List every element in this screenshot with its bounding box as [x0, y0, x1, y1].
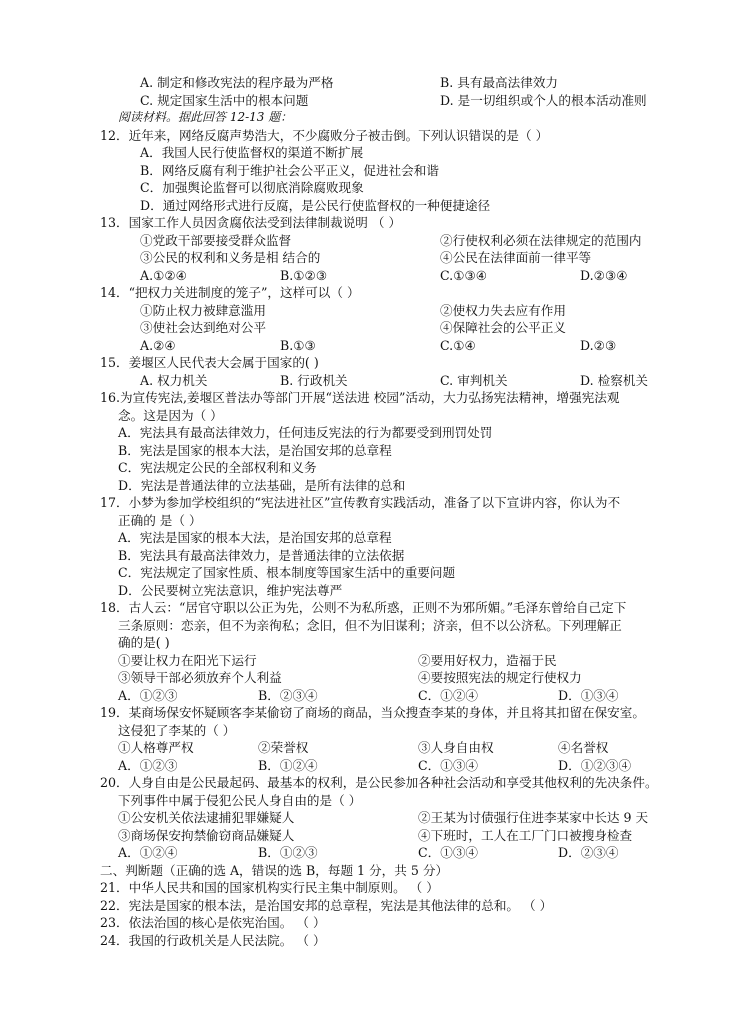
option-cell: ②行使权利必须在法律规定的范围内 — [440, 232, 642, 248]
answer-option-line: A．我国人民行使监督权的渠道不断扩展 — [140, 145, 364, 160]
option-cell: ②王某为讨债强行住进李某家中长达 9 天 — [418, 810, 649, 825]
option-cell: A．①②③ — [118, 757, 178, 773]
option-cell: ①公安机关依法逮捕犯罪嫌疑人 — [118, 810, 295, 825]
option-cell: ④公民在法律面前一律平等 — [440, 250, 592, 265]
option-cell: B.①②③ — [280, 267, 328, 283]
option-cell: ③商场保安拘禁偷窃商品嫌疑人 — [118, 827, 295, 843]
option-cell: B．②③④ — [258, 687, 318, 703]
option-cell: A. 制定和修改宪法的程序最为严格 — [140, 75, 334, 90]
answer-option-line: B．网络反腐有利于维护社会公平正义，促进社会和谐 — [140, 162, 439, 178]
option-cell: B. 具有最高法律效力 — [440, 75, 559, 90]
option-cell: ①防止权力被肆意滥用 — [140, 302, 266, 318]
option-cell: C．①③④ — [418, 757, 479, 773]
answer-option-line: B．宪法具有最高法律效力，是普通法律的立法依据 — [118, 547, 405, 563]
option-cell: D.②③ — [580, 337, 617, 353]
answer-option-line: C．宪法规定了国家性质、根本制度等国家生活中的重要问题 — [118, 565, 456, 580]
question-line: 23．依法治国的核心是依宪治国。 （ ） — [100, 915, 326, 930]
option-cell: A.②④ — [140, 337, 176, 353]
option-cell: ①要让权力在阳光下运行 — [118, 652, 257, 668]
option-cell: C．①③④ — [418, 845, 479, 860]
option-row — [118, 739, 718, 757]
answer-option-line: 确的是( ) — [118, 635, 170, 650]
option-cell: ④要按照宪法的规定行使权力 — [418, 670, 582, 685]
question-line: 21．中华人民共和国的国家机构实行民主集中制原则。 （ ） — [100, 880, 439, 895]
question-line: 15．姜堰区人民代表大会属于国家的( ) — [100, 355, 319, 370]
option-row — [118, 652, 718, 670]
option-cell: ④名誉权 — [558, 740, 609, 755]
option-row — [118, 302, 718, 320]
option-cell: ③公民的权利和义务是相 结合的 — [140, 250, 321, 265]
option-cell: ②使权力失去应有作用 — [440, 302, 566, 318]
reading-note: 阅读材料。据此回答 12-13 题： — [118, 110, 293, 124]
option-cell: ①人格尊严权 — [118, 740, 194, 755]
option-row — [118, 687, 718, 705]
option-row — [118, 809, 718, 827]
answer-option-line: D．通过网络形式进行反腐，是公民行使监督权的一种便捷途径 — [140, 197, 491, 213]
option-cell: ③使社会达到绝对公平 — [140, 320, 266, 335]
question-line: 18．古人云：“居官守职以公正为先，公则不为私所惑，正则不为邪所媚。”毛泽东曾给自己定下 — [100, 600, 627, 615]
option-cell: D. 检察机关 — [580, 372, 649, 388]
option-row — [118, 337, 718, 355]
question-line: 16.为宣传宪法,姜堰区普法办等部门开展“送法进 校园”活动，大力弘扬宪法精神，增强宪法观 — [100, 390, 620, 405]
option-cell: ②荣誉权 — [258, 740, 309, 755]
answer-option-line: C．宪法规定公民的全部权利和义务 — [118, 460, 317, 475]
answer-option-line: 下列事件中属于侵犯公民人身自由的是（ ） — [118, 792, 362, 808]
option-cell: B．①②③ — [258, 845, 318, 860]
option-row — [118, 249, 718, 267]
option-row — [118, 757, 718, 775]
option-cell: B. 行政机关 — [280, 372, 348, 388]
answer-option-line: A．宪法是国家的根本大法，是治国安邦的总章程 — [118, 530, 392, 545]
option-cell: A．①②④ — [118, 845, 178, 860]
answer-option-line: D．宪法是普通法律的立法基础，是所有法律的总和 — [118, 477, 406, 493]
option-cell: A.①②④ — [140, 267, 187, 283]
answer-option-line: 三条原则：恋亲，但不为亲徇私；念旧，但不为旧谋利；济亲，但不以公济私。下列理解正 — [118, 617, 622, 633]
option-row — [118, 74, 718, 92]
option-cell: ③人身自由权 — [418, 740, 494, 755]
option-cell: ①党政干部要接受群众监督 — [140, 232, 292, 248]
option-row — [118, 232, 718, 250]
question-line: 二、判断题（正确的选 A，错误的选 B，每题 1 分，共 5 分） — [100, 862, 449, 878]
option-cell: D．②③④ — [558, 845, 619, 860]
option-cell: D．①③④ — [558, 687, 619, 703]
exam-page — [100, 74, 718, 949]
answer-option-line: A．宪法具有最高法律效力，任何违反宪法的行为都要受到刑罚处罚 — [118, 425, 493, 440]
option-cell: C. 审判机关 — [440, 372, 508, 388]
option-row — [118, 372, 718, 390]
question-line: 24．我国的行政机关是人民法院。 （ ） — [100, 932, 326, 948]
question-line: 14．“把权力关进制度的笼子”，这样可以（ ） — [100, 285, 360, 300]
option-cell: ②要用好权力，造福于民 — [418, 652, 557, 668]
answer-option-line: B．宪法是国家的根本大法，是治国安邦的总章程 — [118, 442, 392, 458]
option-cell: D．①②③④ — [558, 757, 632, 773]
option-cell: ④保障社会的公平正义 — [440, 320, 566, 335]
option-row — [118, 267, 718, 285]
question-line: 20．人身自由是公民最起码、最基本的权利，是公民参加各种社会活动和享受其他权利的先决条件。 — [100, 775, 658, 790]
question-line: 17．小梦为参加学校组织的“宪法进社区”宣传教育实践活动，准备了以下宣讲内容，你认为不 — [100, 495, 621, 510]
question-line: 13．国家工作人员因贪腐依法受到法律制裁说明 （ ） — [100, 215, 402, 230]
answer-option-line: D．公民要树立宪法意识，维护宪法尊严 — [118, 582, 343, 598]
option-row — [118, 844, 718, 862]
option-cell: A．①②③ — [118, 687, 178, 703]
option-cell: D.②③④ — [580, 267, 628, 283]
option-row — [118, 319, 718, 337]
option-row — [118, 92, 718, 110]
option-cell: ③领导干部必须放弃个人利益 — [118, 670, 282, 685]
answer-option-line: 念。这是因为（ ） — [118, 407, 223, 423]
option-cell: C．①②④ — [418, 687, 479, 703]
question-line: 12．近年来，网络反腐声势浩大，不少腐败分子被击倒。下列认识错误的是（ ） — [100, 127, 549, 143]
question-line: 22．宪法是国家的根本法，是治国安邦的总章程，宪法是其他法律的总和。 （ ） — [100, 897, 553, 913]
option-cell: C.①③④ — [440, 267, 488, 283]
answer-option-line: C．加强舆论监督可以彻底消除腐败现象 — [140, 180, 364, 195]
question-line: 19．某商场保安怀疑顾客李某偷窃了商场的商品，当众搜查李某的身体，并且将其扣留在保安室。 — [100, 705, 645, 720]
answer-option-line: 正确的 是（ ） — [118, 512, 202, 528]
option-cell: ④下班时，工人在工厂门口被搜身检查 — [418, 827, 633, 843]
option-row — [118, 669, 718, 687]
option-cell: A. 权力机关 — [140, 372, 208, 388]
answer-option-line: 这侵犯了李某的（ ） — [118, 722, 236, 738]
option-row — [118, 827, 718, 845]
option-cell: C. 规定国家生活中的根本问题 — [140, 92, 309, 108]
option-cell: D. 是一切组织或个人的根本活动准则 — [440, 92, 647, 108]
option-cell: B.①③ — [280, 337, 316, 353]
option-cell: B．①②④ — [258, 757, 318, 773]
option-cell: C.①④ — [440, 337, 476, 353]
